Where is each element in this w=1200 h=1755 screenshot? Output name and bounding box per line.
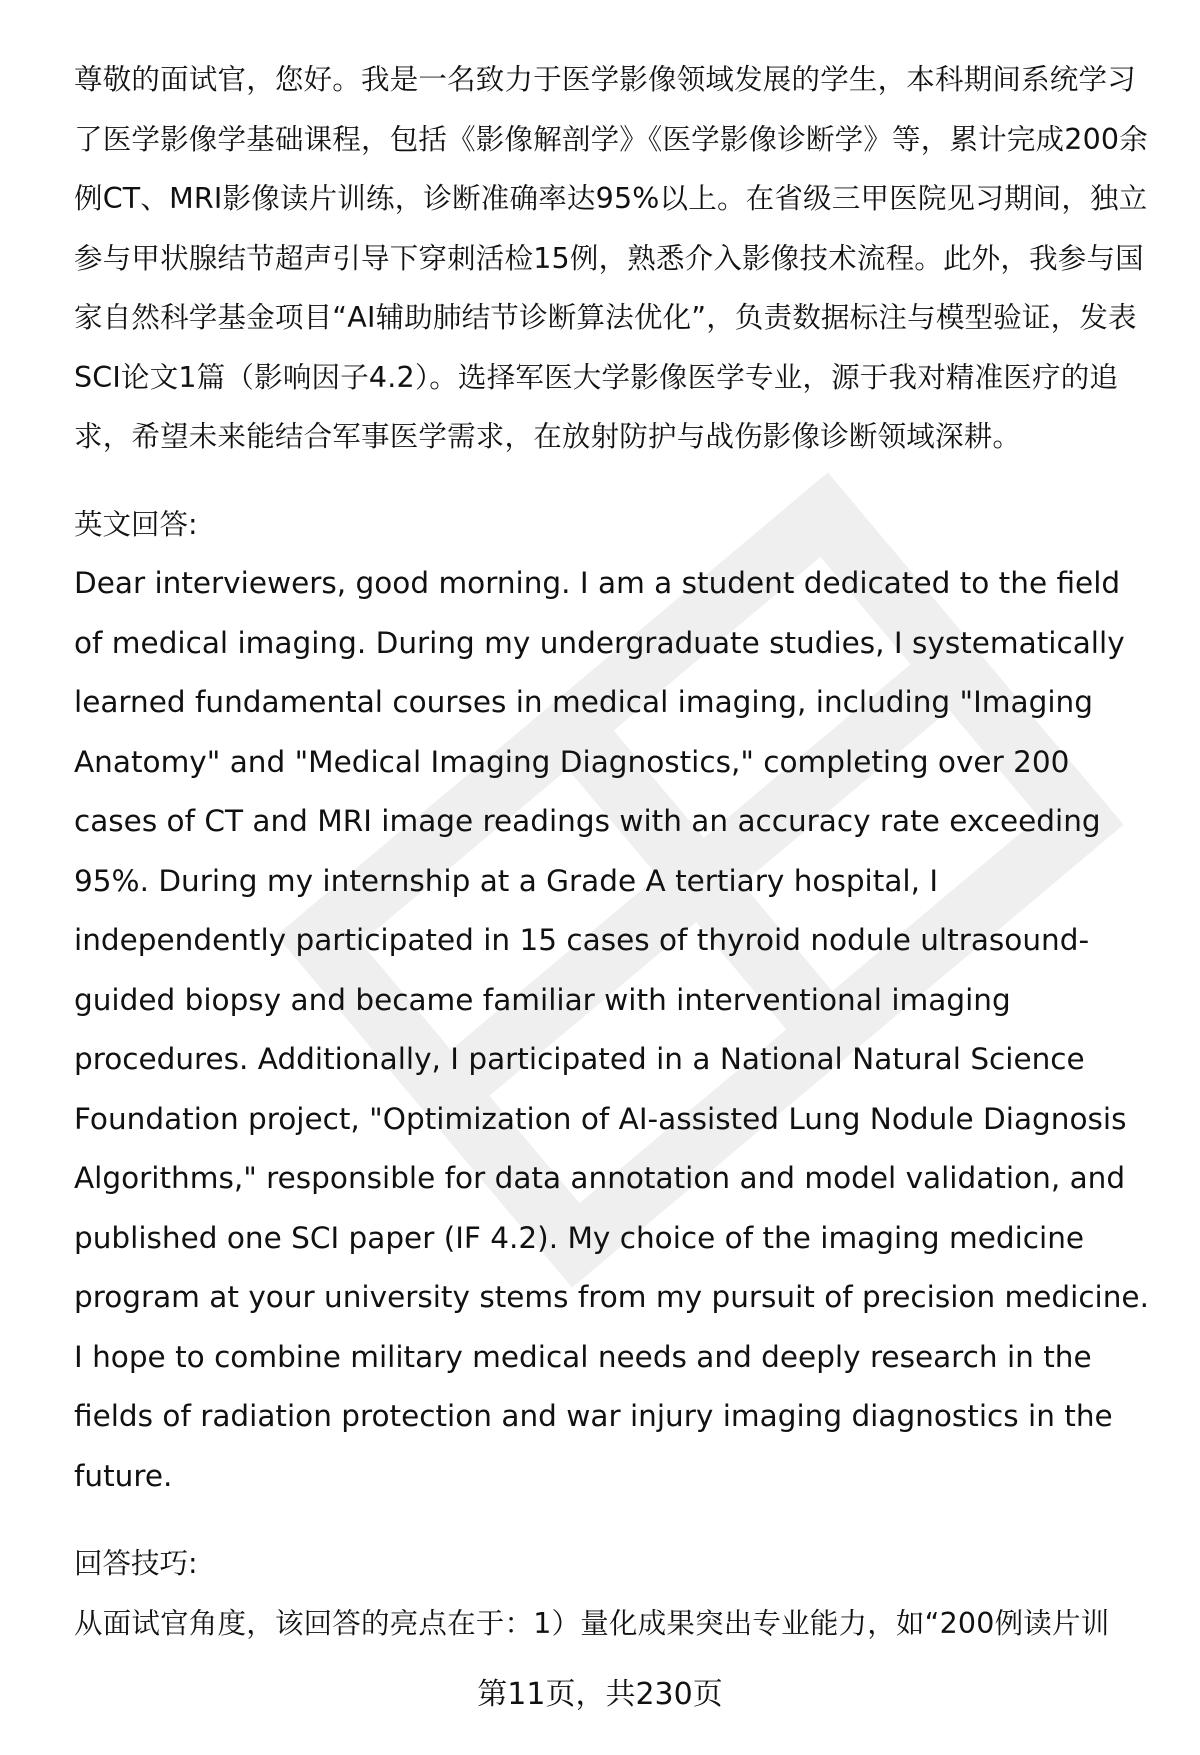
english-answer-heading: 英文回答: bbox=[74, 507, 198, 541]
english-answer-paragraph: Dear interviewers, good morning. I am a student dedicated to the field of medical imaging. During my undergraduate studies, I systematically learned fundamental courses in medical imaging, including "Imaging Anatomy" and "Medical Imaging Diagnostics," completing over 200 cases of CT and MRI image readings with an accuracy rate exceeding 95%. During my internship at a Grade A tertiary hospital, I independently participated in 15 cases of thyroid nodule ultrasound-guided biopsy and became familiar with interventional imaging procedures. Additionally, I participated in a National Natural Science Foundation project, "Optimization of AI-assisted Lung Nodule Diagnosis Algorithms," responsible for data annotation and model validation, and published one SCI paper (IF 4.2). My choice of the imaging medicine program at your university stems from my pursuit of precision medicine. I hope to combine military medical needs and deeply research in the fields of radiation protection and war injury imaging diagnostics in the future. bbox=[74, 566, 1149, 1493]
answer-tips-heading: 回答技巧: bbox=[74, 1547, 198, 1580]
answer-tips-line: 从面试官角度，该回答的亮点在于：1）量化成果突出专业能力，如“200例读片训 bbox=[74, 1606, 1110, 1640]
document-page bbox=[74, 50, 1156, 1653]
intro-paragraph-cn: 尊敬的面试官，您好。我是一名致力于医学影像领域发展的学生，本科期间系统学习了医学影像学基础课程，包括《影像解剖学》《医学影像诊断学》等，累计完成200余例CT、MRI影像读片训练，诊断准确率达95%以上。在省级三甲医院见习期间，独立参与甲状腺结节超声引导下穿刺活检15例，熟悉介入影像技术流程。此外，我参与国家自然科学基金项目“AI辅助肺结节诊断算法优化”，负责数据标注与模型验证，发表SCI论文1篇（影响因子4.2）。选择军医大学影像医学专业，源于我对精准医疗的追求，希望未来能结合军事医学需求，在放射防护与战伤影像诊断领域深耕。 bbox=[74, 63, 1148, 453]
page-number-footer: 第11页，共230页 bbox=[477, 1677, 723, 1712]
